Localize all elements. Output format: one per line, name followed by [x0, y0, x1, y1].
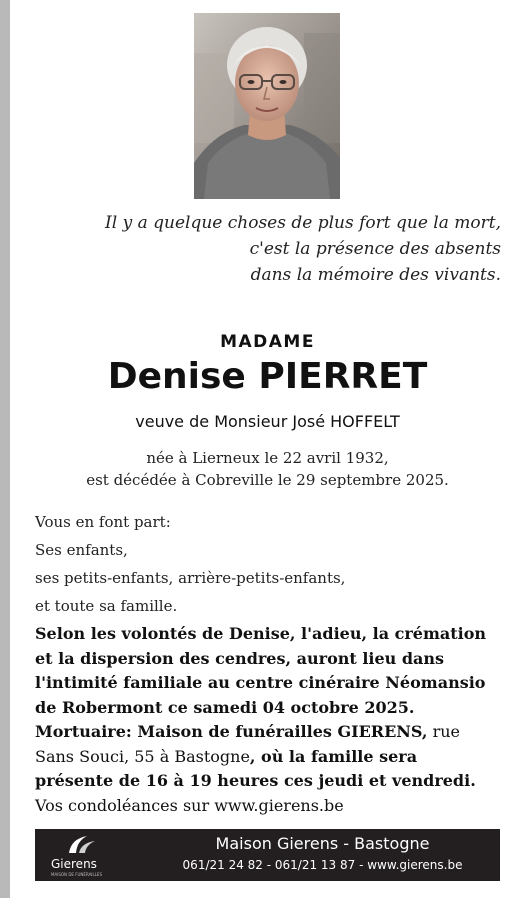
announce-line-6 — [35, 745, 505, 770]
mortuary-address: Sans Souci, 55 à Bastogne — [35, 746, 250, 766]
memorial-quote — [101, 210, 501, 288]
funeral-home-contact: 061/21 24 82 - 061/21 13 87 - www.gierens.be — [182, 858, 463, 872]
quote-line-3: dans la mémoire des vivants. — [250, 265, 501, 285]
birth-line: née à Lierneux le 22 avril 1932, — [146, 449, 389, 467]
announce-line-1: Selon les volontés de Denise, l'adieu, la crémation — [35, 624, 487, 643]
portrait-photo — [194, 13, 340, 199]
mortuary-label: Mortuaire: Maison de funérailles GIERENS, — [35, 722, 428, 741]
funeral-home-banner — [35, 829, 500, 881]
ceremony-announcement — [35, 622, 505, 818]
honorific-title: MADAME — [220, 332, 315, 352]
announce-line-3: l'intimité familiale au centre cinéraire Néomansio — [35, 673, 486, 692]
family-line-children: Ses enfants, — [35, 541, 128, 559]
birth-death-info — [0, 447, 525, 491]
announce-line-5 — [35, 720, 505, 745]
widow-of-line: veuve de Monsieur José HOFFELT — [135, 412, 400, 431]
quote-line-2: c'est la présence des absents — [249, 239, 501, 259]
logo-wordmark: Gierens — [51, 857, 97, 871]
announce-line-7: présente de 16 à 19 heures ces jeudi et vendredi. — [35, 771, 476, 790]
announce-line-4: de Robermont ce samedi 04 octobre 2025. — [35, 697, 415, 717]
condolences-line[interactable]: Vos condoléances sur www.gierens.be — [35, 795, 344, 815]
death-line: est décédée à Cobreville le 29 septembre 2025. — [86, 471, 449, 489]
announce-line-2: et la dispersion des cendres, auront lieu dans — [35, 648, 445, 668]
family-line-grandchildren: ses petits-enfants, arrière-petits-enfants, — [35, 569, 346, 587]
family-intro: Vous en font part: — [35, 513, 171, 531]
funeral-home-name: Maison Gierens - Bastogne — [215, 834, 430, 853]
quote-line-1: Il y a quelque choses de plus fort que la mort, — [105, 213, 501, 233]
logo-subtitle: MAISON DE FUNÉRAILLES — [51, 872, 103, 877]
family-line-whole-family: et toute sa famille. — [35, 597, 178, 615]
gierens-logo-mark-icon — [65, 833, 99, 857]
mortuary-street: rue — [427, 722, 460, 741]
gierens-logo — [47, 833, 117, 879]
family-presence-start: , où la famille sera — [249, 746, 418, 766]
family-announcement — [35, 508, 495, 620]
deceased-name: Denise PIERRET — [107, 356, 428, 397]
